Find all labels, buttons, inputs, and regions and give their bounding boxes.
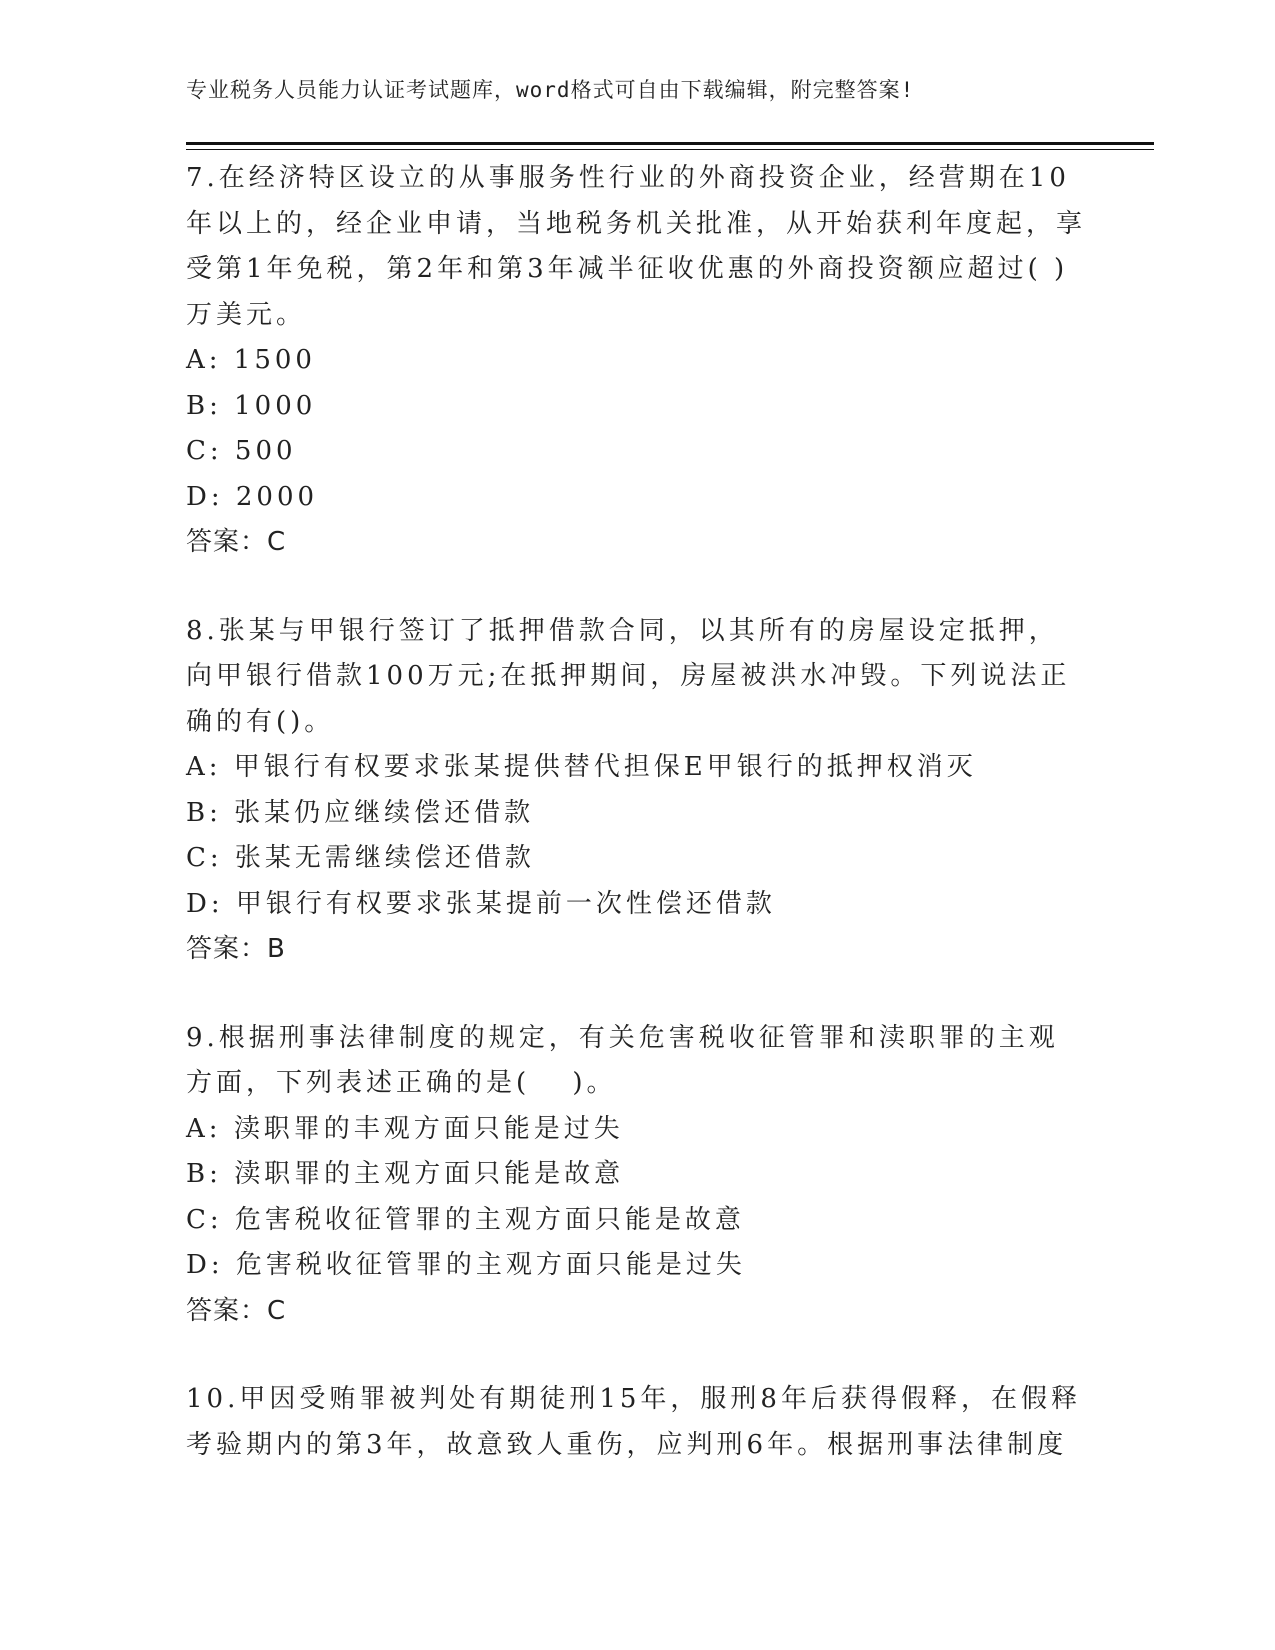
question-8 (186, 609, 1086, 973)
option-b: B: 张某仍应继续偿还借款 (186, 797, 535, 828)
question-7 (186, 156, 1086, 566)
header-rule-thin (186, 149, 1154, 150)
answer-line: 答案：B (186, 934, 286, 964)
header-rule-thick (186, 142, 1154, 145)
option-c: C: 500 (186, 436, 297, 466)
answer-line: 答案：C (186, 1295, 287, 1326)
option-b: B: 1000 (186, 390, 317, 421)
option-d: D: 危害税收征管罪的主观方面只能是过失 (186, 1250, 746, 1280)
option-c: C: 危害税收征管罪的主观方面只能是故意 (186, 1204, 745, 1235)
question-9 (186, 1016, 1086, 1335)
option-d: D: 甲银行有权要求张某提前一次性偿还借款 (186, 888, 776, 919)
question-stem: 8.张某与甲银行签订了抵押借款合同，以其所有的房屋设定抵押，向甲银行借款100万元;在抵押期间，房屋被洪水冲毁。下列说法正确的有()。 (186, 615, 1071, 737)
option-c: C: 张某无需继续偿还借款 (186, 843, 535, 873)
option-a: A: 1500 (186, 345, 316, 375)
question-stem: 10.甲因受贿罪被判处有期徒刑15年，服刑8年后获得假释，在假释考验期内的第3年，故意致人重伤，应判刑6年。根据刑事法律制度 (186, 1384, 1081, 1460)
question-list (186, 156, 1086, 1511)
option-a: A: 渎职罪的丰观方面只能是过失 (186, 1113, 624, 1144)
option-d: D: 2000 (186, 481, 319, 512)
option-a: A: 甲银行有权要求张某提供替代担保E甲银行的抵押权消灭 (186, 752, 977, 782)
answer-line: 答案：C (186, 527, 287, 557)
page-header: 专业税务人员能力认证考试题库，word格式可自由下载编辑，附完整答案! (186, 78, 915, 102)
question-stem: 7.在经济特区设立的从事服务性行业的外商投资企业，经营期在10年以上的，经企业申请，当地税务机关批准，从开始获利年度起，享受第1年免税，第2年和第3年减半征收优惠的外商投资额应超过( )万美元。 (186, 163, 1087, 330)
question-10 (186, 1377, 1086, 1468)
question-stem: 9.根据刑事法律制度的规定，有关危害税收征管罪和渎职罪的主观方面，下列表述正确的是( )。 (186, 1022, 1059, 1098)
option-b: B: 渎职罪的主观方面只能是故意 (186, 1159, 625, 1189)
